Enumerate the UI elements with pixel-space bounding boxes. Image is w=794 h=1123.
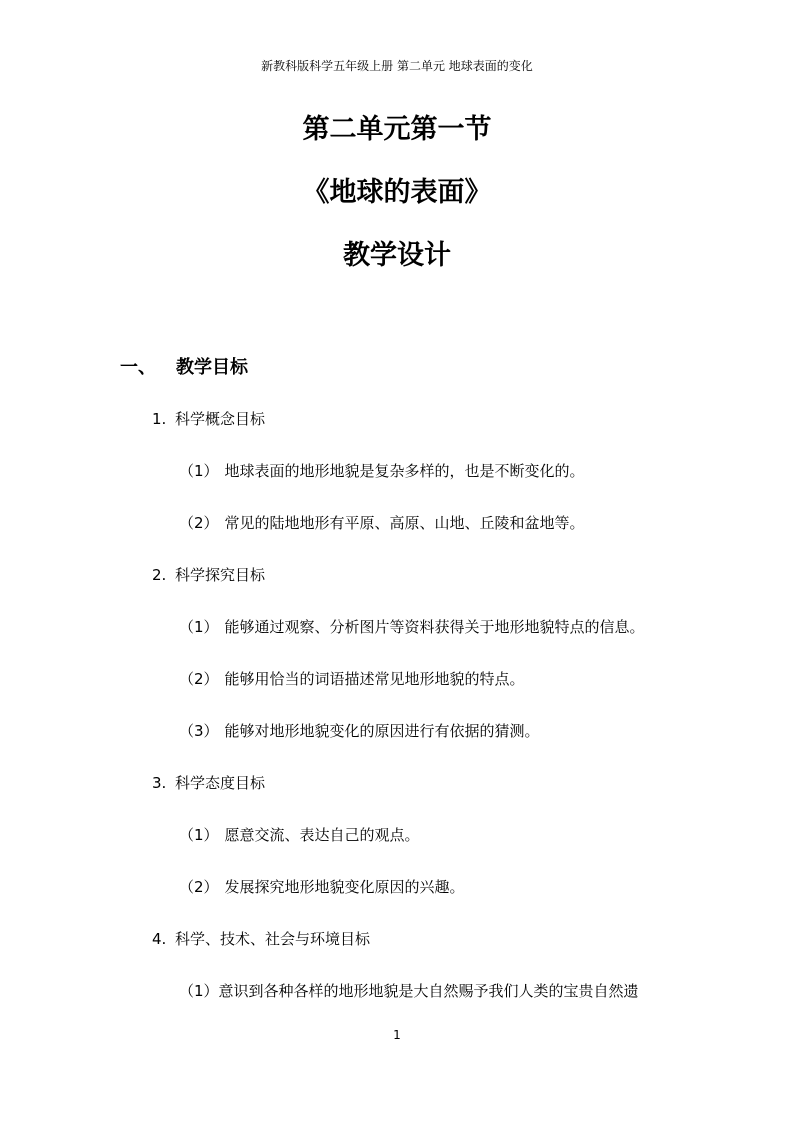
item-number: （1） [179,618,219,636]
list-item [179,460,585,482]
section-number: 一、 [120,357,156,378]
document-title-unit: 第二单元第一节 [302,114,492,145]
subsection-label: 科学概念目标 [175,410,266,428]
section-title: 教学目标 [176,357,248,378]
subsection-label: 科学、技术、社会与环境目标 [175,930,371,948]
list-item [179,824,420,846]
page-number: 1 [393,1028,401,1042]
subsection-number: 1. [152,410,167,428]
item-number: （1） [179,826,219,844]
item-number: （2） [179,514,219,532]
list-item [179,668,525,690]
list-item [179,512,585,534]
item-text: 能够通过观察、分析图片等资料获得关于地形地貌特点的信息。 [224,618,645,636]
item-number: （3） [179,722,219,740]
item-number: （1） [179,982,219,1000]
list-item [179,720,540,742]
item-number: （2） [179,878,219,896]
item-text: 地球表面的地形地貌是复杂多样的，也是不断变化的。 [224,462,585,480]
section-heading-objectives [120,355,248,381]
item-text: 发展探究地形地貌变化原因的兴趣。 [224,878,465,896]
document-title-lesson: 《地球的表面》 [302,177,492,208]
item-number: （1） [179,462,219,480]
subsection-attitude-goals [152,772,265,794]
subsection-label: 科学态度目标 [175,774,266,792]
item-number: （2） [179,670,219,688]
subsection-number: 4. [152,930,167,948]
item-text: 能够用恰当的词语描述常见地形地貌的特点。 [224,670,525,688]
list-item [179,876,465,898]
item-text: 能够对地形地貌变化的原因进行有依据的猜测。 [224,722,540,740]
subsection-label: 科学探究目标 [175,566,266,584]
item-text: 常见的陆地地形有平原、高原、山地、丘陵和盆地等。 [224,514,585,532]
list-item [179,616,645,638]
subsection-concept-goals [152,408,265,430]
subsection-stse-goals [152,928,370,950]
list-item [179,980,639,1002]
subsection-number: 3. [152,774,167,792]
item-text: 意识到各种各样的地形地貌是大自然赐予我们人类的宝贵自然遗 [218,982,639,1000]
item-text: 愿意交流、表达自己的观点。 [224,826,420,844]
subsection-inquiry-goals [152,564,265,586]
page-header: 新教科版科学五年级上册 第二单元 地球表面的变化 [261,59,533,73]
document-title-type: 教学设计 [343,240,451,271]
subsection-number: 2. [152,566,167,584]
